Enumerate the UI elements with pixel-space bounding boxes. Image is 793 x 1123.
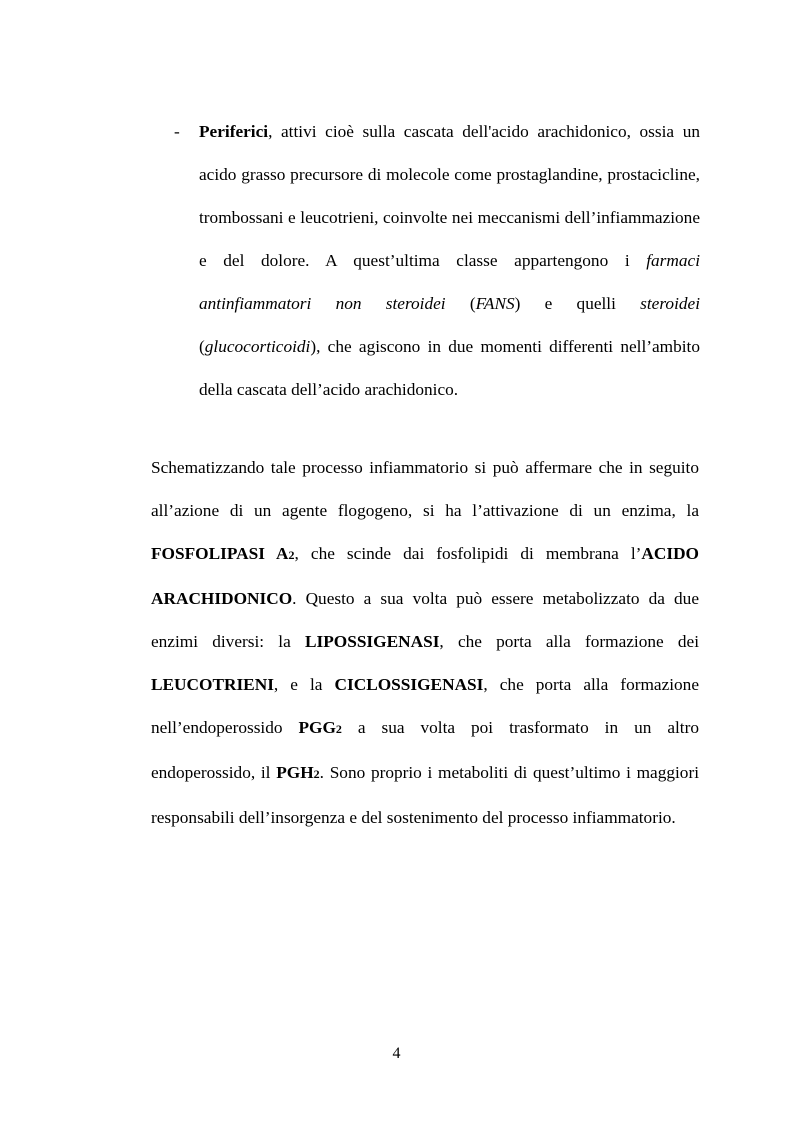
text-segment: ), che agiscono in due momenti differenti nell’ambito della cascata dell’acido arachidonico. bbox=[199, 337, 700, 399]
subscript: 2 bbox=[288, 548, 295, 562]
bullet-dash: - bbox=[174, 122, 180, 141]
italic-glucocorticoidi: glucocorticoidi bbox=[204, 337, 311, 356]
text-segment: . Sono proprio i metaboliti di quest’ultimo i maggiori responsabili dell’insorgenza e del sostenimento del processo infiammatorio. bbox=[151, 763, 699, 827]
text-segment: , che porta alla formazione dei bbox=[439, 632, 699, 651]
term-periferici: Periferici bbox=[199, 122, 269, 141]
italic-fans-long: farmaci antinfiammatori non steroidei bbox=[199, 251, 700, 313]
text-segment: Schematizzando tale processo infiammatorio si può affermare che in seguito all’azione di un agente flogogeno, si ha l’attivazione di un enzima, la bbox=[151, 458, 699, 520]
term-lipossigenasi: LIPOSSIGENASI bbox=[304, 632, 440, 651]
text-segment: ) e quelli bbox=[514, 294, 641, 313]
bullet-text bbox=[199, 110, 700, 411]
subscript: 2 bbox=[335, 722, 342, 736]
text-segment: , che scinde dai fosfolipidi di membrana l’ bbox=[294, 544, 642, 563]
text-segment: , che porta alla formazione nell’endoperossido bbox=[151, 675, 699, 737]
italic-fans-short: FANS bbox=[475, 294, 515, 313]
text-segment: , e la bbox=[273, 675, 335, 694]
text-segment: ( bbox=[199, 337, 205, 356]
page-number: 4 bbox=[392, 1045, 401, 1062]
subscript: 2 bbox=[313, 767, 320, 781]
term-leucotrieni: LEUCOTRIENI bbox=[151, 675, 274, 694]
term-acido-arachidonico: ACIDO ARACHIDONICO bbox=[151, 544, 699, 608]
text-segment: . Questo a sua volta può essere metabolizzato da due enzimi diversi: la bbox=[151, 589, 699, 651]
text-segment: ( bbox=[445, 294, 476, 313]
term-pgg: PGG bbox=[298, 718, 336, 737]
text-segment: , attivi cioè sulla cascata dell'acido arachidonico, ossia un acido grasso precursore di molecole come prostaglandine, prostacicline, trombossani e leucotrieni, coinvolte nei meccanismi dell’infiammazione e del dolore. A quest’ultima classe appartengono i bbox=[199, 122, 700, 270]
term-fosfolipasi: FOSFOLIPASI A bbox=[151, 544, 289, 563]
bullet-item-periferici bbox=[170, 110, 700, 411]
term-pgh: PGH bbox=[276, 763, 314, 782]
italic-steroidei: steroidei bbox=[640, 294, 700, 313]
body-paragraph bbox=[151, 446, 699, 839]
term-ciclossigenasi: CICLOSSIGENASI bbox=[334, 675, 484, 694]
text-segment: a sua volta poi trasformato in un altro endoperossido, il bbox=[151, 718, 699, 782]
